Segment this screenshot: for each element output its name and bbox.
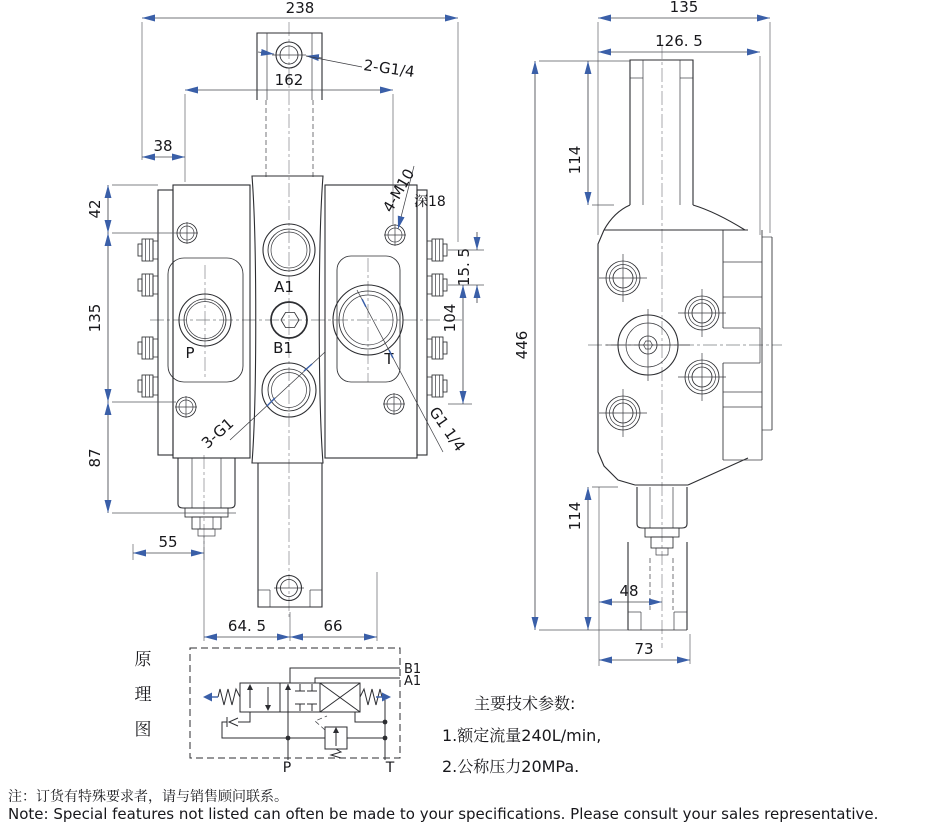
- side-dim-135: 135: [669, 0, 699, 16]
- spec-item-1: 1.额定流量240L/min,: [442, 726, 602, 745]
- schematic-piping: [222, 668, 400, 760]
- dim-64-5: 64. 5: [227, 617, 267, 635]
- side-dim-446: 446: [513, 330, 531, 360]
- front-top-tab: [257, 33, 322, 178]
- front-ports: [179, 224, 403, 417]
- schematic-valve: [203, 683, 391, 712]
- schematic-port-b1: B1: [404, 662, 422, 677]
- schematic-port-t: T: [385, 760, 395, 776]
- side-dim-126-5: 126. 5: [655, 32, 703, 50]
- port-a1-label: A1: [274, 278, 294, 296]
- side-bolt-bosses: [599, 254, 726, 437]
- front-callouts: [198, 52, 469, 455]
- dim-135: 135: [86, 303, 104, 333]
- dim-38: 38: [153, 137, 173, 155]
- side-center-boss: [606, 309, 690, 381]
- dim-162: 162: [274, 71, 304, 89]
- schematic-port-a1: A1: [404, 674, 422, 689]
- side-dim-114-top: 114: [566, 145, 584, 175]
- side-dim-48: 48: [619, 582, 639, 600]
- port-p-label: P: [185, 344, 195, 362]
- dim-66: 66: [323, 617, 343, 635]
- schematic-title-char2: 理: [134, 685, 152, 705]
- spec-title: 主要技术参数:: [474, 694, 576, 713]
- dim-87: 87: [86, 448, 104, 468]
- note-english: Note: Special features not listed can often be made to your specifications. Please consult your sales representative.: [8, 805, 879, 823]
- label-3g1: 3-G1: [198, 414, 238, 453]
- label-g1-quarter: G1 1/4: [425, 403, 469, 455]
- side-bottom: [628, 487, 687, 630]
- dim-55: 55: [158, 533, 178, 551]
- schematic-title-char3: 图: [134, 720, 152, 740]
- dim-42: 42: [86, 199, 104, 219]
- hydraulic-schematic: [135, 648, 422, 776]
- label-2g14: 2-G1/4: [362, 56, 416, 82]
- specifications: [442, 694, 601, 776]
- side-view: [513, 0, 782, 666]
- port-b1-label: B1: [273, 339, 293, 357]
- front-body: [158, 176, 427, 463]
- schematic-title-char1: 原: [134, 650, 152, 670]
- front-bottom-tab: [258, 463, 322, 607]
- label-depth18: 深18: [414, 194, 446, 210]
- footnotes: [8, 788, 878, 823]
- schematic-port-p: P: [282, 760, 292, 776]
- side-dim-114-bottom: 114: [566, 501, 584, 531]
- dim-104: 104: [441, 303, 459, 333]
- front-end-cap: [178, 458, 235, 536]
- side-centerlines: [588, 45, 782, 648]
- note-chinese: 注：订货有特殊要求者，请与销售顾问联系。: [8, 789, 288, 805]
- front-view: [86, 0, 484, 641]
- side-top-tab: [630, 60, 693, 205]
- side-dim-73: 73: [634, 640, 654, 658]
- spec-item-2: 2.公称压力20MPa.: [442, 757, 580, 776]
- dim-15-5: 15. 5: [455, 247, 473, 287]
- label-4m10: 4-M10: [379, 165, 419, 216]
- front-dimensions: [86, 0, 484, 641]
- side-dimensions: [513, 0, 770, 666]
- dim-238: 238: [285, 0, 315, 17]
- port-t-label: T: [384, 350, 394, 368]
